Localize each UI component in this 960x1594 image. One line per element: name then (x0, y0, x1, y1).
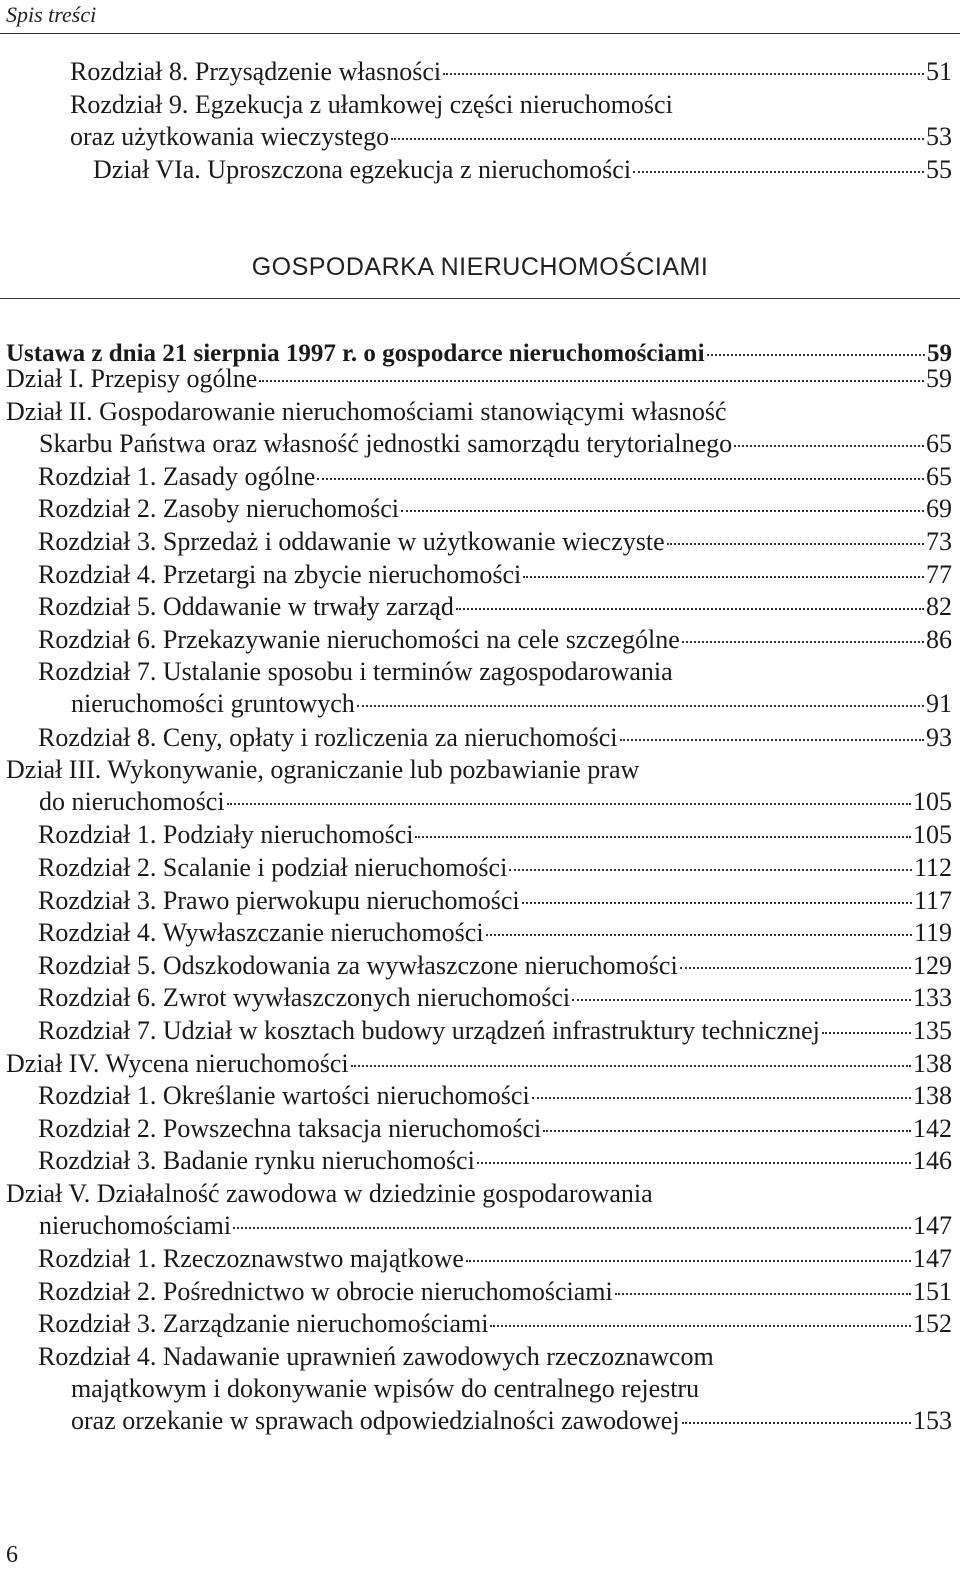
toc-entry-row (38, 526, 952, 558)
toc-entry-title: Rozdział 1. Zasady ogólne (38, 461, 316, 491)
toc-entry-row (38, 1080, 952, 1112)
toc-entry (38, 1015, 952, 1047)
dot-leader (633, 171, 924, 173)
toc-entry-page: 146 (913, 1146, 952, 1176)
toc-entry-page: 142 (913, 1113, 952, 1143)
toc-entry (6, 363, 952, 395)
toc-entry (38, 1080, 952, 1112)
toc-entry-row (38, 852, 952, 884)
toc-entry-title: Ustawa z dnia 21 sierpnia 1997 r. o gospodarce nieruchomościami (6, 340, 705, 367)
toc-entry-title: oraz użytkowania wieczystego (70, 121, 390, 151)
dot-leader (680, 967, 911, 969)
toc-entry-title: Dział VIa. Uproszczona egzekucja z nieruchomości (93, 154, 632, 184)
toc-entry-title: Rozdział 3. Badanie rynku nieruchomości (38, 1146, 475, 1176)
dot-leader (233, 1227, 911, 1229)
toc-entry-title: Dział I. Przepisy ogólne (6, 364, 258, 393)
dot-leader (543, 1130, 911, 1132)
toc-entry (38, 1341, 952, 1437)
dot-leader (734, 445, 924, 447)
toc-entry-page: 73 (926, 527, 952, 556)
toc-entry (6, 396, 952, 460)
toc-entry-row (38, 1276, 952, 1308)
toc-entry-row (38, 559, 952, 591)
toc-entry-page: 105 (913, 820, 952, 850)
toc-entry-title: Rozdział 2. Pośrednictwo w obrocie nieruchomościami (38, 1276, 613, 1306)
toc-entry-row (71, 688, 952, 720)
toc-entry-page: 91 (926, 689, 952, 719)
toc-entry-page: 65 (926, 428, 952, 458)
toc-entry-page: 152 (913, 1309, 952, 1339)
toc-entry-page: 129 (913, 950, 952, 980)
toc-entry-title: Rozdział 8. Ceny, opłaty i rozliczenia za nieruchomości (38, 722, 618, 752)
toc-entry-row (38, 1015, 952, 1047)
toc-entry-row (93, 154, 952, 186)
dot-leader (682, 641, 924, 643)
toc-entry (38, 1243, 952, 1275)
toc-entry-title: Rozdział 3. Prawo pierwokupu nieruchomości (38, 885, 520, 915)
toc-entry (6, 1048, 952, 1080)
toc-entry-row (38, 950, 952, 982)
toc-entry-page: 69 (926, 494, 952, 524)
toc-entry (38, 819, 952, 851)
toc-entry-page: 112 (913, 853, 952, 882)
toc-entry-line: Dział II. Gospodarowanie nieruchomościami stanowiącymi własność (6, 396, 727, 426)
toc-entry-title: Rozdział 2. Scalanie i podział nieruchomości (38, 853, 508, 882)
dot-leader (667, 543, 924, 545)
toc-entry-row (38, 1113, 952, 1145)
toc-entry-title: Rozdział 4. Wywłaszczanie nieruchomości (38, 918, 484, 948)
toc-entry (38, 591, 952, 623)
toc-entry-row (70, 56, 952, 88)
toc-entry-row (71, 1405, 952, 1437)
toc-entry-page: 147 (913, 1211, 952, 1240)
toc-entry-line: Dział III. Wykonywanie, ograniczanie lub pozbawianie praw (6, 755, 640, 785)
toc-entry (38, 559, 952, 591)
dot-leader (822, 1032, 911, 1034)
toc-entry-row (38, 591, 952, 623)
dot-leader (391, 138, 924, 140)
toc-entry-title: Rozdział 8. Przysądzenie własności (70, 57, 442, 86)
toc-entry-title: Dział IV. Wycena nieruchomości (6, 1048, 349, 1078)
toc-entry-page: 93 (926, 722, 952, 752)
toc-entry-title: Rozdział 6. Zwrot wywłaszczonych nieruchomości (38, 983, 571, 1013)
toc-entry-row (38, 885, 952, 917)
toc-entry-page: 53 (926, 121, 952, 151)
dot-leader (490, 1325, 911, 1327)
toc-entry (70, 56, 952, 88)
toc-entry (38, 1113, 952, 1145)
toc-entry-title: oraz orzekanie w sprawach odpowiedzialności zawodowej (71, 1406, 680, 1435)
toc-entry-title: Rozdział 5. Oddawanie w trwały zarząd (38, 592, 454, 622)
toc-entry (38, 1308, 952, 1340)
dot-leader (477, 1162, 911, 1164)
toc-entry-title: Rozdział 1. Rzeczoznawstwo majątkowe (38, 1244, 464, 1274)
toc-entry-title: Skarbu Państwa oraz własność jednostki samorządu terytorialnego (39, 428, 733, 458)
toc-entry-row (38, 1243, 952, 1275)
toc-entry-line: majątkowym i dokonywanie wpisów do centralnego rejestru (71, 1374, 700, 1403)
toc-entry-title: Rozdział 5. Odszkodowania za wywłaszczone nieruchomości (38, 950, 678, 980)
toc-entry (38, 624, 952, 656)
toc-entry-title: Rozdział 3. Zarządzanie nieruchomościami (38, 1309, 489, 1339)
toc-entry-title: Rozdział 2. Zasoby nieruchomości (38, 494, 400, 524)
toc-entry-title: Rozdział 6. Przekazywanie nieruchomości na cele szczególne (38, 624, 680, 654)
dot-leader (682, 1422, 911, 1424)
toc-entry-page: 151 (913, 1276, 952, 1306)
toc-entry-row (38, 722, 952, 754)
header-rule (0, 33, 960, 34)
toc-entry (38, 950, 952, 982)
toc-entry (6, 754, 952, 818)
toc-entry-page: 51 (926, 57, 952, 86)
toc-entry (38, 656, 952, 720)
dot-leader (572, 999, 911, 1001)
toc-entry (38, 526, 952, 558)
dot-leader (486, 934, 912, 936)
running-head: Spis treści (6, 2, 97, 27)
toc-entry-row (38, 819, 952, 851)
dot-leader (620, 739, 925, 741)
dot-leader (509, 869, 912, 871)
toc-entry-title: nieruchomościami (39, 1211, 232, 1240)
dot-leader (615, 1293, 911, 1295)
toc-entry (38, 982, 952, 1014)
toc-entry-page: 147 (913, 1244, 952, 1274)
dot-leader (707, 354, 925, 356)
toc-entry-page: 138 (913, 1048, 952, 1078)
toc-entry-title: do nieruchomości (39, 787, 225, 817)
toc-entry-row (6, 363, 952, 395)
toc-entry-page: 153 (913, 1406, 952, 1435)
toc-entry (38, 722, 952, 754)
toc-entry-page: 82 (926, 592, 952, 622)
toc-entry-line: Rozdział 7. Ustalanie sposobu i terminów zagospodarowania (38, 657, 673, 687)
toc-entry-row (39, 786, 952, 818)
toc-entry-line: Rozdział 9. Egzekucja z ułamkowej części nieruchomości (70, 89, 673, 119)
toc-entry-title: Rozdział 1. Podziały nieruchomości (38, 820, 414, 850)
toc-entry-page: 117 (913, 885, 952, 915)
toc-entry-row (70, 121, 952, 153)
toc-entry-page: 135 (913, 1016, 952, 1045)
toc-entry-page: 65 (926, 461, 952, 491)
toc-entry-title: nieruchomości gruntowych (71, 689, 355, 719)
toc-entry-page: 138 (913, 1081, 952, 1111)
toc-entry-page: 119 (913, 918, 952, 948)
dot-leader (317, 478, 924, 480)
toc-entry (38, 461, 952, 493)
toc-entry-row (38, 917, 952, 949)
toc-entry (38, 1145, 952, 1177)
toc-entry-row (38, 493, 952, 525)
toc-entry-row (38, 1145, 952, 1177)
dot-leader (532, 1097, 911, 1099)
toc-entry (38, 885, 952, 917)
dot-leader (415, 836, 911, 838)
toc-entry-page: 55 (926, 154, 952, 184)
toc-entry-page: 133 (913, 983, 952, 1013)
toc-entry (70, 89, 952, 153)
toc-entry-title: Rozdział 7. Udział w kosztach budowy urządzeń infrastruktury technicznej (38, 1016, 820, 1045)
toc-entry-line: Rozdział 4. Nadawanie uprawnień zawodowych rzeczoznawcom (38, 1342, 714, 1371)
toc-entry (38, 852, 952, 884)
toc-entry-title: Rozdział 3. Sprzedaż i oddawanie w użytkowanie wieczyste (38, 527, 665, 556)
dot-leader (401, 510, 924, 512)
toc-entry (6, 1178, 952, 1242)
toc-entry-page: 59 (927, 340, 952, 367)
toc-entry (38, 493, 952, 525)
toc-entry-title: Rozdział 2. Powszechna taksacja nieruchomości (38, 1113, 542, 1143)
dot-leader (357, 705, 924, 707)
toc-entry-row (38, 982, 952, 1014)
dot-leader (466, 1260, 911, 1262)
toc-entry-row (39, 1210, 952, 1242)
dot-leader (522, 902, 912, 904)
toc-entry (93, 154, 952, 186)
dot-leader (227, 803, 911, 805)
toc-entry-line: Dział V. Działalność zawodowa w dziedzinie gospodarowania (6, 1179, 653, 1208)
toc-entry-row (38, 624, 952, 656)
toc-entry-row (38, 461, 952, 493)
dot-leader (259, 380, 924, 382)
toc-entry-page: 77 (926, 559, 952, 589)
toc-entry (38, 1276, 952, 1308)
section-rule (0, 298, 960, 299)
toc-entry-title: Rozdział 1. Określanie wartości nieruchomości (38, 1081, 530, 1111)
dot-leader (456, 608, 924, 610)
toc-entry-title: Rozdział 4. Przetargi na zbycie nieruchomości (38, 559, 522, 589)
toc-entry-row (6, 1048, 952, 1080)
dot-leader (443, 73, 924, 75)
section-title: GOSPODARKA NIERUCHOMOŚCIAMI (251, 253, 709, 281)
toc-entry-page: 105 (913, 787, 952, 817)
toc-entry-page: 59 (926, 364, 952, 393)
toc-entry (38, 917, 952, 949)
toc-entry-page: 86 (926, 624, 952, 654)
toc-entry-row (39, 428, 952, 460)
dot-leader (523, 576, 924, 578)
toc-entry-row (38, 1308, 952, 1340)
dot-leader (351, 1065, 911, 1067)
page-number: 6 (6, 1542, 18, 1568)
